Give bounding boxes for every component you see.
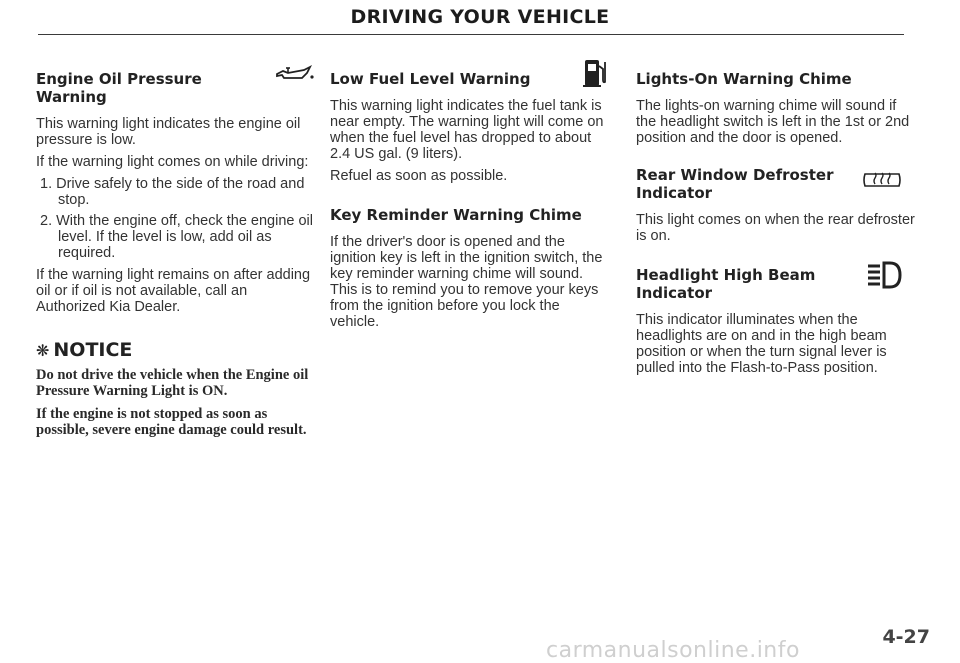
watermark: carmanualsonline.info xyxy=(546,638,800,663)
section-heading-lights-chime xyxy=(636,70,916,88)
fuel-heading-text: Low Fuel Level Warning xyxy=(330,70,531,88)
page-header: DRIVING YOUR VEHICLE xyxy=(350,6,610,28)
key-heading-text: Key Reminder Warning Chime xyxy=(330,206,582,224)
column-fuel-key xyxy=(330,70,612,336)
lights-chime-heading-text: Lights-On Warning Chime xyxy=(636,70,852,88)
notice-title xyxy=(36,339,314,361)
oil-step-1: 1. Drive safely to the side of the road and stop. xyxy=(40,176,305,208)
oil-step-2: 2. With the engine off, check the engine oil level. If the level is low, add oil as required. xyxy=(40,213,313,261)
lights-chime-paragraph: The lights-on warning chime will sound if the headlight switch is left in the 1st or 2nd position and the door is opened. xyxy=(636,98,910,146)
page-number: 4-27 xyxy=(882,626,930,648)
high-beam-heading-line-1: Headlight High Beam xyxy=(636,266,816,284)
oil-steps-list xyxy=(36,176,314,261)
defroster-paragraph: This light comes on when the rear defroster is on. xyxy=(636,212,915,244)
column-lights xyxy=(636,70,916,382)
notice-title-text: NOTICE xyxy=(53,339,133,361)
fuel-paragraph-2: Refuel as soon as possible. xyxy=(330,168,508,184)
section-heading-fuel xyxy=(330,70,612,88)
notice-paragraph-2: If the engine is not stopped as soon as possible, severe engine damage could result. xyxy=(36,406,307,438)
defroster-heading-line-2: Indicator xyxy=(636,184,713,202)
notice-star-icon: ❋ xyxy=(36,341,50,360)
section-heading-defroster xyxy=(636,166,916,202)
section-heading-high-beam xyxy=(636,266,916,302)
oil-pressure-icon xyxy=(274,64,314,90)
oil-paragraph-3: If the warning light remains on after adding oil or if oil is not available, call an Authorized Kia Dealer. xyxy=(36,267,311,315)
high-beam-icon xyxy=(866,260,902,294)
section-heading-key xyxy=(330,206,612,224)
fuel-pump-icon xyxy=(582,56,608,92)
column-engine-oil xyxy=(36,70,314,445)
high-beam-paragraph: This indicator illuminates when the headlights are on and in the high beam position or when the turn signal lever is pulled into the Flash-to-Pass position. xyxy=(636,312,887,376)
fuel-paragraph-1: This warning light indicates the fuel tank is near empty. The warning light will come on when the fuel level has dropped to about 2.4 US gal. (9 liters). xyxy=(330,98,604,162)
key-paragraph: If the driver's door is opened and the ignition key is left in the ignition switch, the key reminder warning chime will sound. This is to remind you to remove your keys from the ignition before you lock the vehicle. xyxy=(330,234,603,330)
oil-paragraph-2: If the warning light comes on while driving: xyxy=(36,154,309,170)
oil-heading-text: Engine Oil Pressure Warning xyxy=(36,70,202,106)
notice-paragraph-1: Do not drive the vehicle when the Engine oil Pressure Warning Light is ON. xyxy=(36,367,309,399)
high-beam-heading-line-2: Indicator xyxy=(636,284,713,302)
section-heading-oil xyxy=(36,70,314,106)
rear-defroster-icon xyxy=(862,170,902,194)
oil-paragraph-1: This warning light indicates the engine oil pressure is low. xyxy=(36,116,301,148)
defroster-heading-line-1: Rear Window Defroster xyxy=(636,166,834,184)
header-rule xyxy=(38,34,904,35)
